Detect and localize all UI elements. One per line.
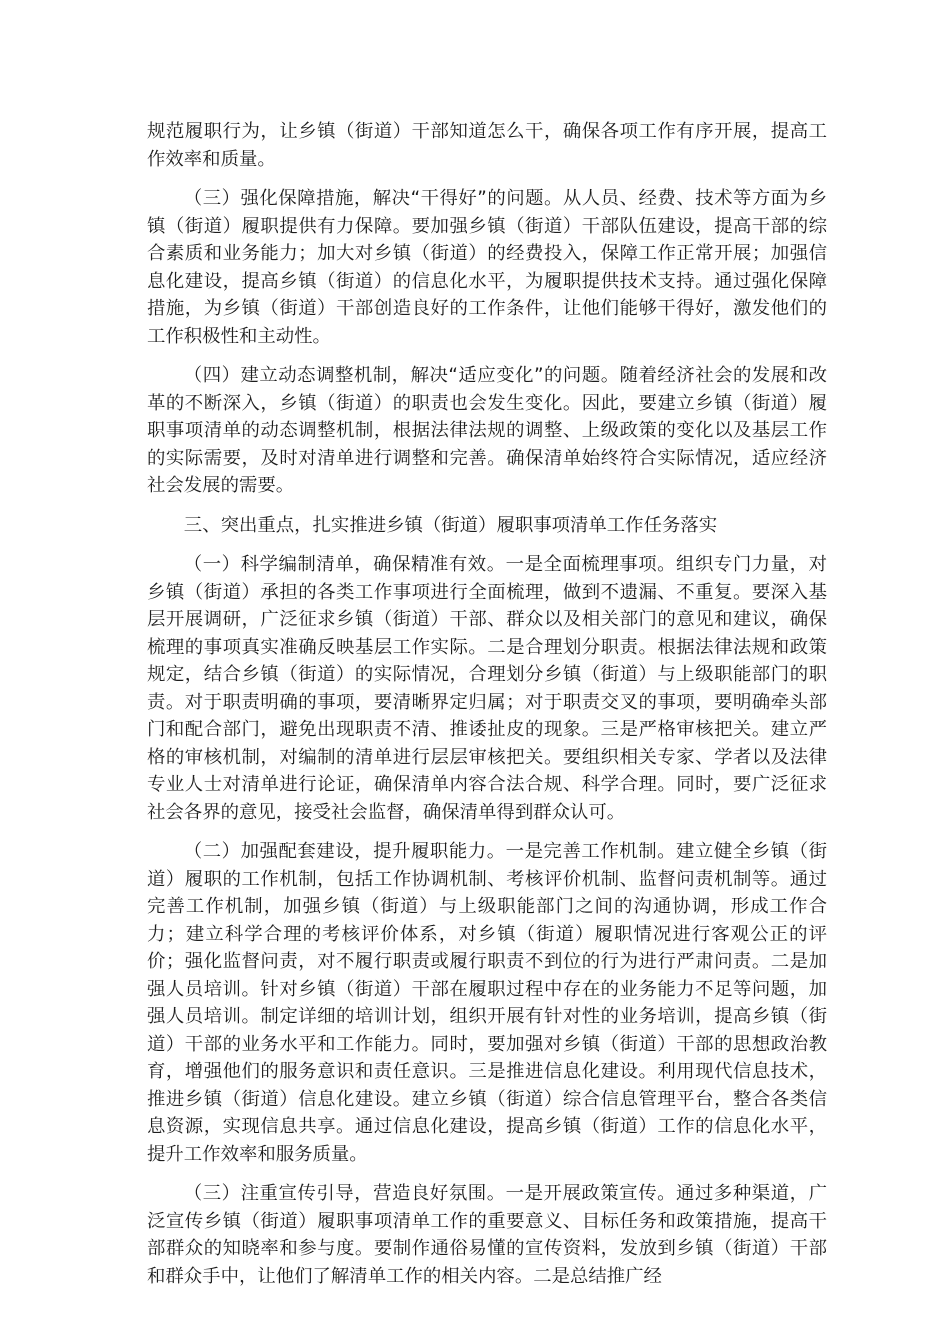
paragraph-guarantee-measures: （三）强化保障措施，解决“干得好”的问题。从人员、经费、技术等方面为乡镇（街道）履职提供有力保障。要加强乡镇（街道）干部队伍建设，提高干部的综合素质和业务能力；加大对乡镇（街道）的经费投入，保障工作正常开展；加强信息化建设，提高乡镇（街道）的信息化水平，为履职提供技术支持。通过强化保障措施，为乡镇（街道）干部创造良好的工作条件，让他们能够干得好，激发他们的工作积极性和主动性。	[147, 188, 827, 347]
section-heading-three: 三、突出重点，扎实推进乡镇（街道）履职事项清单工作任务落实	[183, 514, 718, 536]
paragraph-continuation: 规范履职行为，让乡镇（街道）干部知道怎么干，确保各项工作有序开展，提高工作效率和质量。	[147, 121, 827, 170]
paragraph-compile-list: （一）科学编制清单，确保精准有效。一是全面梳理事项。组织专门力量，对乡镇（街道）承担的各类工作事项进行全面梳理，做到不遗漏、不重复。要深入基层开展调研，广泛征求乡镇（街道）干部、群众以及相关部门的意见和建议，确保梳理的事项真实准确反映基层工作实际。二是合理划分职责。根据法律法规和政策规定，结合乡镇（街道）的实际情况，合理划分乡镇（街道）与上级职能部门的职责。对于职责明确的事项，要清晰界定归属；对于职责交叉的事项，要明确牵头部门和配合部门，避免出现职责不清、推诿扯皮的现象。三是严格审核把关。建立严格的审核机制，对编制的清单进行层层审核把关。要组织相关专家、学者以及法律专业人士对清单进行论证，确保清单内容合法合规、科学合理。同时，要广泛征求社会各界的意见，接受社会监督，确保清单得到群众认可。	[147, 554, 827, 823]
document-page	[147, 118, 827, 1302]
paragraph-publicity-guidance: （三）注重宣传引导，营造良好氛围。一是开展政策宣传。通过多种渠道，广泛宣传乡镇（街道）履职事项清单工作的重要意义、目标任务和政策措施，提高干部群众的知晓率和参与度。要制作通俗易懂的宣传资料，发放到乡镇（街道）干部和群众手中，让他们了解清单工作的相关内容。二是总结推广经	[147, 1183, 827, 1287]
paragraph-supporting-construction: （二）加强配套建设，提升履职能力。一是完善工作机制。建立健全乡镇（街道）履职的工作机制，包括工作协调机制、考核评价机制、监督问责机制等。通过完善工作机制，加强乡镇（街道）与上级职能部门之间的沟通协调，形成工作合力；建立科学合理的考核评价体系，对乡镇（街道）履职情况进行客观公正的评价；强化监督问责，对不履行职责或履行职责不到位的行为进行严肃问责。二是加强人员培训。针对乡镇（街道）干部在履职过程中存在的业务能力不足等问题，加强人员培训。制定详细的培训计划，组织开展有针对性的业务培训，提高乡镇（街道）干部的业务水平和工作能力。同时，要加强对乡镇（街道）干部的思想政治教育，增强他们的服务意识和责任意识。三是推进信息化建设。利用现代信息技术，推进乡镇（街道）信息化建设。建立乡镇（街道）综合信息管理平台，整合各类信息资源，实现信息共享。通过信息化建设，提高乡镇（街道）工作的信息化水平，提升工作效率和服务质量。	[147, 841, 827, 1165]
paragraph-dynamic-adjustment: （四）建立动态调整机制，解决“适应变化”的问题。随着经济社会的发展和改革的不断深入，乡镇（街道）的职责也会发生变化。因此，要建立乡镇（街道）履职事项清单的动态调整机制，根据法律法规的调整、上级政策的变化以及基层工作的实际需要，及时对清单进行调整和完善。确保清单始终符合实际情况，适应经济社会发展的需要。	[147, 365, 827, 496]
